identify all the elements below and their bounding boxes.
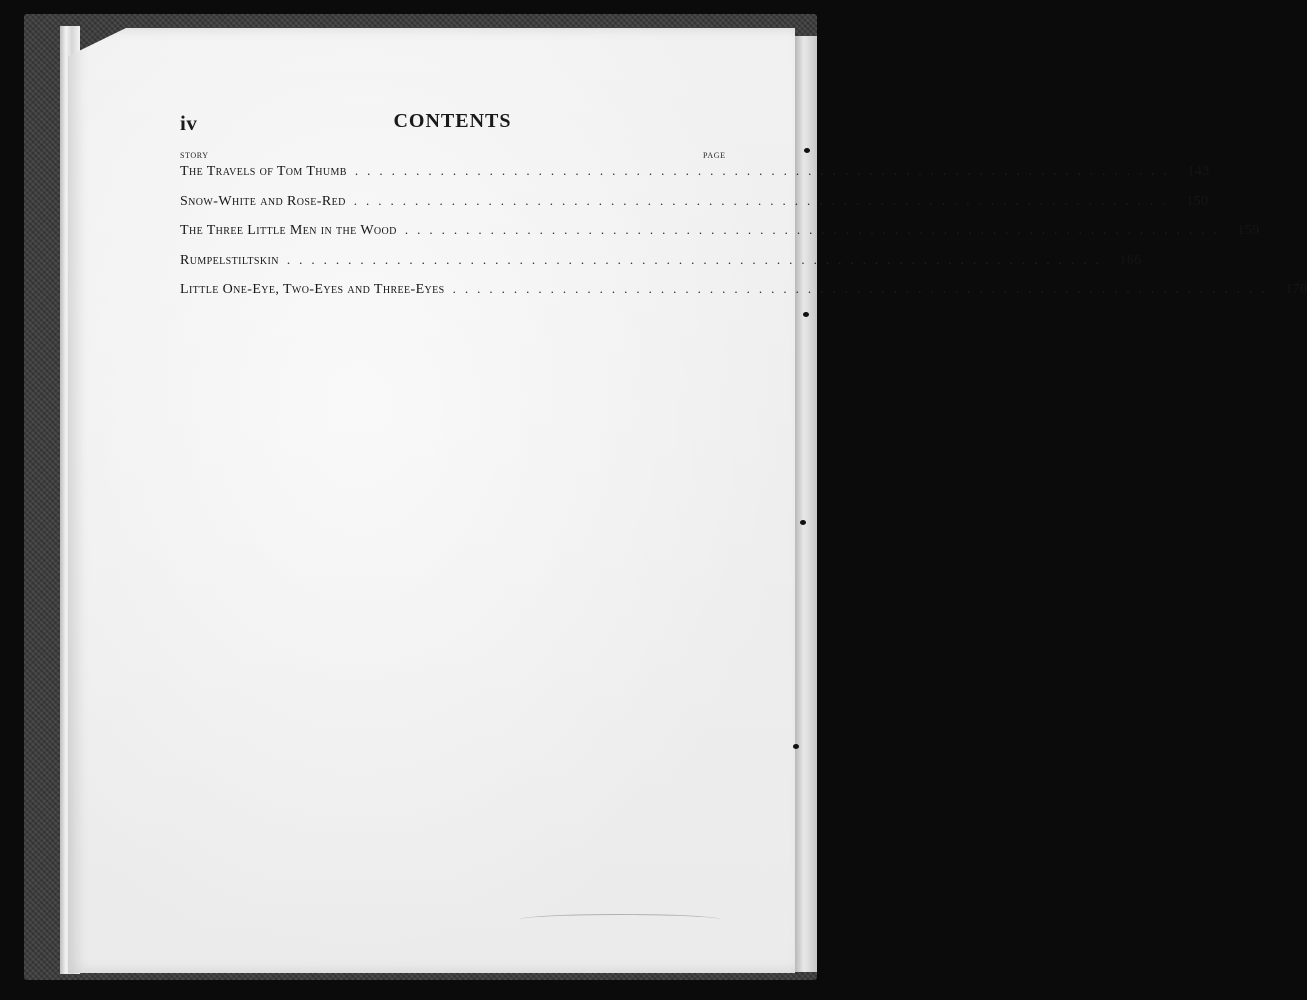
page-tear-mark <box>520 914 720 925</box>
page-number: iv <box>180 111 198 135</box>
toc-entry-title: The Travels of Tom Thumb <box>180 164 347 179</box>
edge-nick-mark <box>804 148 810 153</box>
toc-entry-page: 150 <box>1186 193 1209 209</box>
toc-leader-dots: ................................................................... <box>353 192 1175 208</box>
edge-nick-mark <box>800 520 806 525</box>
toc-entry-page: 159 <box>1237 223 1260 238</box>
toc-entry-title: The Three Little Men in the Wood <box>180 223 397 238</box>
page-title: CONTENTS <box>393 110 512 132</box>
toc-entry <box>180 251 1142 282</box>
toc-entry-title: Little One-Eye, Two-Eyes and Three-Eyes <box>180 282 445 297</box>
toc-leader-dots: ................................................................... <box>452 281 1274 296</box>
toc-leader-dots: ................................................................... <box>286 251 1108 267</box>
column-header-page: PAGE <box>703 151 726 160</box>
edge-nick-mark <box>793 744 799 749</box>
toc-entry-title: Rumpelstiltskin <box>180 252 279 268</box>
toc-entry <box>180 192 1209 223</box>
toc-leader-dots: ................................................................... <box>404 222 1226 237</box>
column-header-story: STORY <box>180 151 209 160</box>
toc-entry <box>180 281 1307 311</box>
toc-entry-page: 166 <box>1119 252 1142 268</box>
table-of-contents <box>180 163 1307 311</box>
toc-leader-dots: ................................................................... <box>354 163 1176 178</box>
edge-nick-mark <box>803 312 809 317</box>
toc-entry-page: 170 <box>1285 282 1307 297</box>
toc-entry-page: 143 <box>1187 164 1210 179</box>
toc-entry-title: Snow-White and Rose-Red <box>180 193 346 209</box>
toc-entry <box>180 222 1260 252</box>
toc-entry <box>180 163 1210 193</box>
